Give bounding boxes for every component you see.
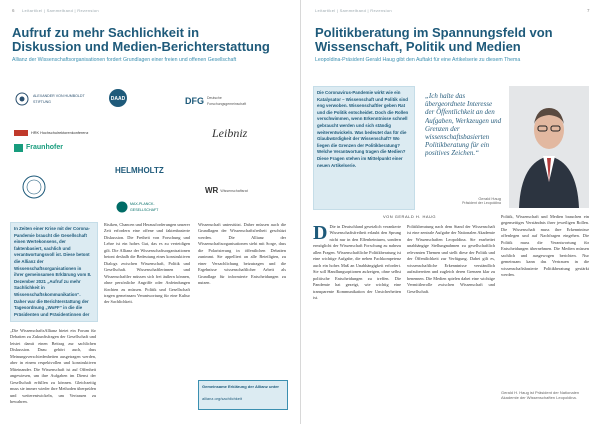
intro-text-left: In Zeiten einer Krise mit der Corona-Pandemie braucht die Gesellschaft einen Wertekonsens, der faktenbasiert, sachlich und verantwortungsvoll ist. Diese betont die Allianz der Wissenschaftsorganisationen in ihrer gemeinsamen Erklärung vom 8. Dezember 2021 „Aufruf zu mehr Sachlichkeit in Wissenschaftskommunikation“. Daher war die Berichterstattung der Tagesordnung „WoFF“ in die die Präsidenten und Präsidentinnen der	[14, 226, 92, 317]
column-3-left: Wissenschaft unterstützt. Daher müssen auch die Grundlagen der Wissenschaftsfreiheit geschützt werden. Die Allianz der Wissenschaftsorganisationen sieht mit Sorge, dass die Polarisierung in öffentlichen Debatten zunimmt. Sie appelliert an alle Beteiligten, zu einer Versachlichung beizutragen und die Ergebnisse wissenschaftlicher Arbeit als Grundlage für informierte Entscheidungen zu nutzen.	[198, 222, 286, 286]
article-subtitle-right: Leopoldina-Präsident Gerald Haug gibt den Auftakt für eine Artikelserie zu diesem Thema	[315, 57, 521, 63]
pull-quote: „Ich halte das übergeordnete Interesse der Öffentlichkeit an den Aufgaben, Werkzeugen und Grenzen der wissenschaftsbasierten Politikberatung für ein positives Zeichen.“	[425, 92, 502, 158]
uni-seal-logo	[22, 175, 46, 201]
title-line-2: Diskussion und Medien-Berichterstattung	[12, 39, 270, 54]
svg-text:DAAD: DAAD	[110, 96, 126, 102]
page-header-right: Leitartikel | Sammelband | Rezension	[315, 8, 392, 13]
hrk-logo: HRK Hochschulrektorenkonferenz	[14, 130, 114, 136]
declaration-link-url[interactable]: allianz.org/sachlichkeit	[202, 396, 243, 401]
page-header-left: Leitartikel | Sammelband | Rezension	[22, 8, 99, 13]
intro-text-right: Die Coronavirus-Pandemie wirkt wie ein Katalysator – Wissenschaft und Politik sind eng verwoben. Wissenschaftler geben Rat und die Politik entscheidet. Doch die Rollen verschwimmen, wenn Erkenntnisse schnell gebraucht werden und sich ständig weiterentwickeln. Was bedeutet das für die Glaubwürdigkeit der Wissenschaft? Wo liegen die Grenzen der Politikberatung? Welche Verantwortung tragen die Medien? Diese Fragen stehen im Mittelpunkt einer neuen Artikelserie.	[317, 90, 409, 168]
portrait-photo	[509, 86, 589, 208]
page-number-right: 7	[587, 8, 590, 13]
right-page	[300, 0, 600, 424]
portrait-person-icon	[509, 86, 589, 208]
column-1-left: „Die WissenschaftsAllianz bietet ein Forum für Debatten zu Zukunftsfragen der Gesellschaft und leistet damit einen Beitrag zur sachlichen Diskussion. Dazu gehört auch, dass Meinungsverschiedenheiten ausgetragen werden, aber in einem respektvollen und konstruktiven Miteinander. Die Wissenschaft ist auf Offenheit angewiesen, um ihre Aufgaben im Dienst der Gesellschaft erfüllen zu können. Gleichzeitig muss sie immer wieder ihre Methoden überprüfen und weiterentwickeln, um Vertrauen zu bewahren.	[10, 328, 96, 404]
title-line-1: Politikberatung im Spannungsfeld von	[315, 25, 553, 40]
fraunhofer-logo: Fraunhofer	[14, 144, 63, 152]
column-2-right: Politikberatung nach dem Stand der Wissenschaft ist eine zentrale Aufgabe der Nationalen Akademie der Wissenschaften Leopoldina. Sie erarbeitet unabhängige Stellungnahmen zu gesellschaftlich relevanten Themen und stellt diese der Politik und der Öffentlichkeit zur Verfügung. Dabei gilt es, wissenschaftliche Erkenntnisse verständlich aufzubereiten und zugleich deren Grenzen klar zu benennen. Die Medien spielen dabei eine wichtige Vermittlerrolle zwischen Wissenschaft und Gesellschaft.	[407, 224, 495, 294]
quote-role: Präsident der Leopoldina	[462, 201, 501, 205]
max-planck-emblem-icon	[116, 201, 128, 213]
helmholtz-logo: HELMHOLTZ	[115, 166, 164, 175]
seal-icon	[22, 175, 46, 199]
title-line-1: Aufruf zu mehr Sachlichkeit in	[12, 25, 200, 40]
avh-emblem-icon	[14, 92, 30, 106]
page-number-left: 6	[12, 8, 15, 13]
daad-logo	[100, 88, 136, 110]
declaration-link-label: Gemeinsame Erklärung der Allianz unter	[202, 384, 279, 389]
author-footnote: Gerald H. Haug ist Präsident der Nationalen Akademie der Wissenschaften Leopoldina.	[501, 390, 580, 400]
wr-logo: WR Wissenschaftsrat	[205, 186, 248, 195]
leibniz-logo: Leibniz	[212, 126, 248, 140]
article-title-left	[12, 26, 292, 54]
avh-logo: ALEXANDER VON HUMBOLDT STIFTUNG	[14, 92, 94, 106]
hrk-mark-icon	[14, 130, 28, 136]
max-planck-logo: MAX-PLANCK-GESELLSCHAFT	[116, 201, 160, 213]
drop-cap: D	[313, 224, 328, 244]
title-line-2: Wissenschaft, Politik und Medien	[315, 39, 521, 54]
column-2-left: Risiken, Chancen und Herausforderungen unserer Zeit erfordern eine offene und faktenbasierte Diskussion. Die Freiheit von Forschung und Lehre ist ein hohes Gut, das es zu verteidigen gilt. Die Allianz der Wissenschaftsorganisationen betont deshalb die Bedeutung eines konstruktiven Dialogs zwischen Wissenschaft, Politik und Gesellschaft. Wissenschaftlerinnen und Wissenschaftler müssen sich frei äußern können, ohne persönliche Angriffe oder Anfeindungen fürchten zu müssen. Politik und Gesellschaft tragen gemeinsam Verantwortung für eine Kultur der Sachlichkeit.	[104, 222, 190, 305]
article-title-right	[315, 26, 595, 54]
article-subtitle-left: Allianz der Wissenschaftsorganisationen fordert Grundlagen einer freien und offenen Gesellschaft	[12, 57, 237, 63]
byline: VON GERALD H. HAUG	[383, 214, 437, 219]
dfg-logo: DFG Deutsche Forschungsgemeinschaft	[185, 96, 247, 106]
column-3-right: Politik, Wissenschaft und Medien brauchen ein gegenseitiges Verständnis ihrer jeweiligen Rollen. Die Wissenschaft muss ihre Erkenntnisse offenlegen und auf Nachfragen eingehen. Die Politik muss die Verantwortung für Entscheidungen übernehmen. Die Medien müssen sachlich und ausgewogen berichten. Nur gemeinsam kann das Vertrauen in die wissenschaftsbasierte Politikberatung gestärkt werden.	[501, 214, 589, 278]
daad-emblem-icon	[100, 88, 136, 108]
fraunhofer-mark-icon	[14, 144, 23, 152]
column-1-right: D Die in Deutschland gesetzlich verankerte Wissenschaftsfreiheit erlaubt den Sprung nicht nur in den Elfenbeinturm, sondern ermöglicht der Wissenschaft Forschung zu nahezu allen Fragen. Wissenschaftliche Politikberatung ist eine wichtige Aufgabe, die neben Fachkompetenz auch ein hohes Maß an Unabhängigkeit erfordert. Sie soll Handlungsoptionen aufzeigen, ohne selbst politische Entscheidungen zu treffen. Die Pandemie hat gezeigt, wie wichtig eine transparente Kommunikation der Unsicherheiten ist.	[313, 224, 401, 300]
quote-author: Gerald Haug	[478, 196, 501, 201]
